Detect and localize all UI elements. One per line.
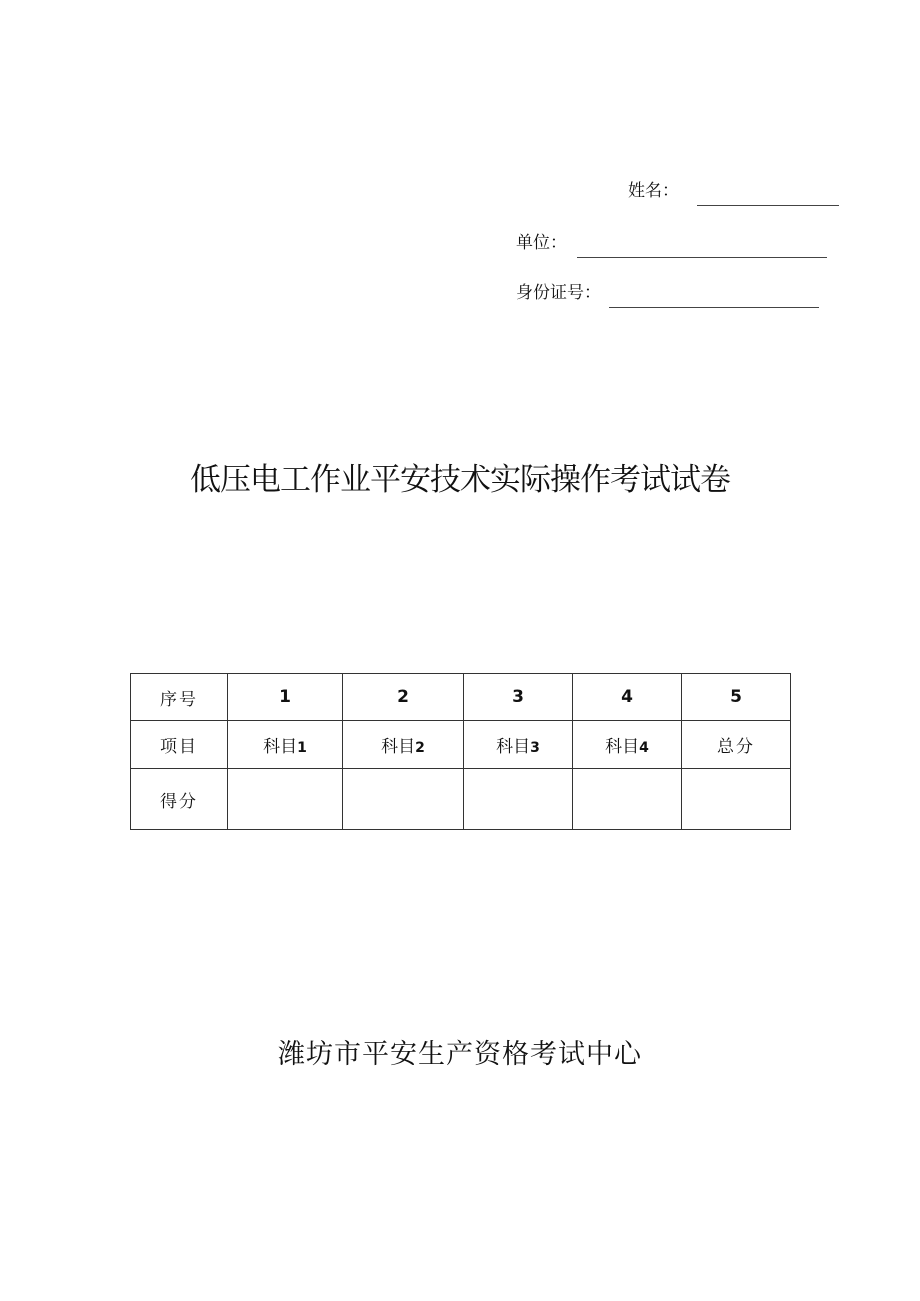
score-cell-3[interactable]: [464, 769, 573, 830]
subject-text: 科目: [263, 737, 298, 757]
subject-text: 科目: [496, 737, 531, 757]
subject-cell-2: [343, 721, 464, 769]
score-cell-2[interactable]: [343, 769, 464, 830]
total-label-cell: 总分: [682, 721, 791, 769]
subject-cell-4: [573, 721, 682, 769]
name-label: 姓名：: [628, 181, 679, 201]
table-row: [131, 769, 791, 830]
seq-cell-3: 3: [464, 674, 573, 721]
row-label-score: 得分: [131, 769, 228, 830]
seq-cell-4: 4: [573, 674, 682, 721]
name-blank[interactable]: [697, 187, 839, 206]
candidate-info: [0, 0, 920, 320]
id-number-label: 身份证号：: [516, 283, 601, 303]
subject-cell-1: [228, 721, 343, 769]
score-table: [130, 673, 791, 830]
seq-cell-2: 2: [343, 674, 464, 721]
table-row: [131, 674, 791, 721]
unit-field: [516, 228, 827, 252]
row-label-seq: 序号: [131, 674, 228, 721]
name-field: [628, 176, 839, 200]
id-number-field: [516, 278, 819, 302]
subject-number: 1: [297, 740, 307, 756]
row-label-item: 项目: [131, 721, 228, 769]
score-cell-1[interactable]: [228, 769, 343, 830]
subject-number: 4: [639, 740, 649, 756]
issuer-footer: 潍坊市平安生产资格考试中心: [278, 1039, 642, 1070]
exam-title: 低压电工作业平安技术实际操作考试试卷: [190, 462, 730, 498]
subject-text: 科目: [381, 737, 416, 757]
table-row: [131, 721, 791, 769]
score-cell-4[interactable]: [573, 769, 682, 830]
score-cell-total[interactable]: [682, 769, 791, 830]
subject-number: 2: [415, 740, 425, 756]
id-number-blank[interactable]: [609, 289, 819, 308]
unit-blank[interactable]: [577, 239, 827, 258]
subject-text: 科目: [605, 737, 640, 757]
subject-cell-3: [464, 721, 573, 769]
seq-cell-1: 1: [228, 674, 343, 721]
unit-label: 单位：: [516, 233, 567, 253]
subject-number: 3: [530, 740, 540, 756]
seq-cell-5: 5: [682, 674, 791, 721]
